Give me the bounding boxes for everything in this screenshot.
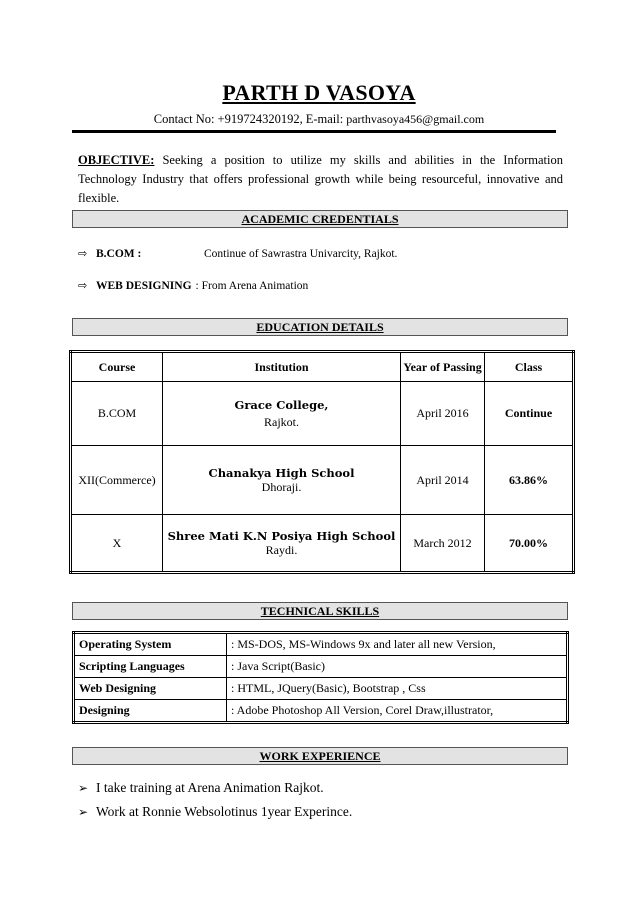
arrowhead-bullet-icon: ➢ [78,781,89,795]
skill-row [74,656,568,678]
skill-value: : MS-DOS, MS-Windows 9x and later all new Version, [227,633,568,656]
skill-label: Designing [74,700,227,723]
section-work-experience [72,747,568,765]
objective-heading: OBJECTIVE: [78,153,155,167]
outline-right-arrow-icon: ⇨ [78,247,88,260]
work-text: Work at Ronnie Websolotinus 1year Experince. [96,804,353,819]
skill-row [74,700,568,723]
institution-cell [163,382,401,446]
table-row [71,382,574,446]
contact-label: Contact No: [153,112,215,126]
section-title: ACADEMIC CREDENTIALS [241,212,399,226]
institution-name: Grace College, [234,397,329,412]
header-institution: Institution [163,352,401,382]
class-cell: Continue [485,382,574,446]
skill-label: Web Designing [74,678,227,700]
institution-name: Shree Mati K.N Posiya High School [167,528,396,543]
academic-value: Continue of Sawrastra Univarcity, Rajkot. [204,247,398,260]
objective-paragraph [78,151,563,208]
section-education-details [72,318,568,336]
header-course: Course [71,352,163,382]
institution-city: Dhoraji. [261,479,302,494]
year-cell: April 2014 [401,446,485,515]
academic-value: : From Arena Animation [195,279,309,292]
skill-label: Scripting Languages [74,656,227,678]
objective-text: Seeking a position to utilize my skills and abilities in the Information Technology Industry that offers professional growth while being resourceful, innovative and flexible. [78,153,563,205]
outline-right-arrow-icon: ⇨ [78,279,88,292]
year-cell: April 2016 [401,382,485,446]
work-item [78,780,324,796]
technical-skills-table [72,631,569,724]
skill-row [74,678,568,700]
skill-label: Operating System [74,633,227,656]
class-cell: 70.00% [485,515,574,573]
header-year: Year of Passing [401,352,485,382]
section-title: TECHNICAL SKILLS [260,604,380,618]
course-cell: B.COM [71,382,163,446]
email-label: E-mail: [305,112,344,126]
skill-value: : Adobe Photoshop All Version, Corel Draw,illustrator, [227,700,568,723]
candidate-name: PARTH D VASOYA [222,80,416,105]
table-row [71,515,574,573]
institution-city: Raydi. [265,542,298,557]
table-header-row [71,352,574,382]
phone-number: +919724320192, [217,112,303,126]
contact-line [0,112,638,127]
academic-item [78,279,308,292]
table-row [71,446,574,515]
year-cell: March 2012 [401,515,485,573]
header-class: Class [485,352,574,382]
email-address: parthvasoya456@gmail.com [346,112,485,126]
work-text: I take training at Arena Animation Rajkot. [96,780,324,795]
section-title: WORK EXPERIENCE [259,749,381,763]
section-academic-credentials [72,210,568,228]
institution-cell [163,446,401,515]
header-rule [72,130,556,133]
skill-value: : Java Script(Basic) [227,656,568,678]
arrowhead-bullet-icon: ➢ [78,805,89,819]
academic-label: B.COM : [96,247,142,260]
section-technical-skills [72,602,568,620]
section-title: EDUCATION DETAILS [256,320,384,334]
class-cell: 63.86% [485,446,574,515]
skill-row [74,633,568,656]
institution-name: Chanakya High School [208,465,355,480]
academic-label: WEB DESIGNING [96,279,192,292]
course-cell: X [71,515,163,573]
education-table [69,350,575,574]
course-cell: XII(Commerce) [71,446,163,515]
institution-cell [163,515,401,573]
institution-city: Rajkot. [264,414,299,429]
academic-item [78,247,397,260]
skill-value: : HTML, JQuery(Basic), Bootstrap , Css [227,678,568,700]
work-item [78,804,352,820]
